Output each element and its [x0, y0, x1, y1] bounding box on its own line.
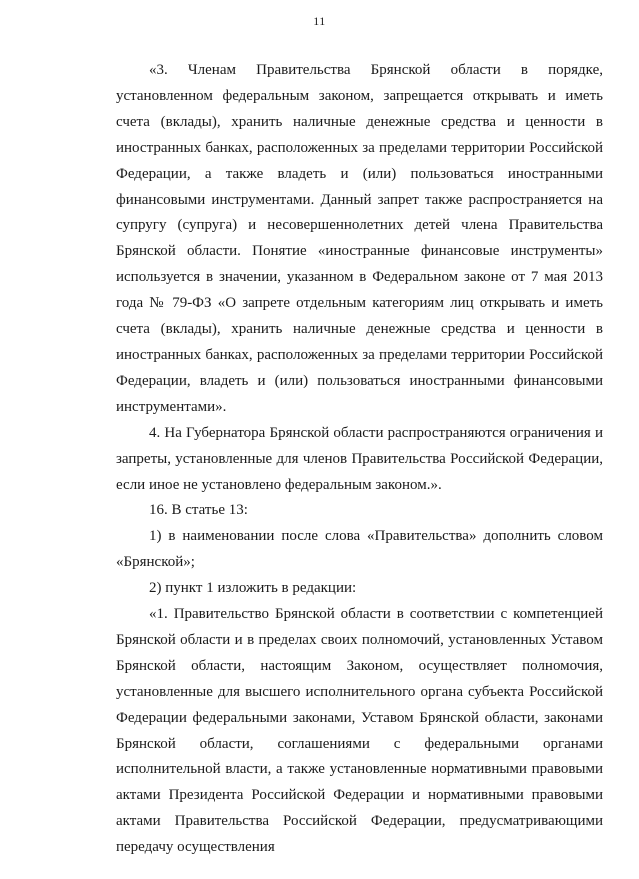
document-body [116, 58, 603, 861]
paragraph-item-1: 1) в наименовании после слова «Правительства» дополнить словом «Брянской»; [116, 528, 603, 571]
paragraph-clause-4: 4. На Губернатора Брянской области распространяются ограничения и запреты, установленные для членов Правительства Российской Федерации, если иное не установлено федеральным законом.». [116, 424, 603, 493]
paragraph-clause-3: «3. Членам Правительства Брянской области в порядке, установленном федеральным законом, запрещается открывать и иметь счета (вклады), хранить наличные денежные средства и ценности в иностранных банках, расположенных за пределами территории Российской Федерации, а также владеть и (или) пользоваться иностранными финансовыми инструментами. Данный запрет также распространяется на супругу (супруга) и несовершеннолетних детей члена Правительства Брянской области. Понятие «иностранные финансовые инструменты» используется в значении, указанном в Федеральном законе от 7 мая 2013 года № 79-ФЗ «О запрете отдельным категориям лиц открывать и иметь счета (вклады), хранить наличные денежные средства и ценности в иностранных банках, расположенных за пределами территории Российской Федерации, владеть и (или) пользоваться иностранными финансовыми инструментами». [116, 62, 603, 415]
page-number: 11 [313, 14, 326, 28]
paragraph-article-16: 16. В статье 13: [149, 502, 248, 519]
paragraph-item-2: 2) пункт 1 изложить в редакции: [149, 580, 357, 597]
paragraph-new-clause-1: «1. Правительство Брянской области в соответствии с компетенцией Брянской области и в пределах своих полномочий, установленных Уставом Брянской области, настоящим Законом, осуществляет полномочия, установленные для высшего исполнительного органа субъекта Российской Федерации федеральными законами, Уставом Брянской области, законами Брянской области, соглашениями с федеральными органами исполнительной власти, а также установленные нормативными правовыми актами Президента Российской Федерации и нормативными правовыми актами Правительства Российской Федерации, предусматривающими передачу осуществления [116, 606, 603, 856]
